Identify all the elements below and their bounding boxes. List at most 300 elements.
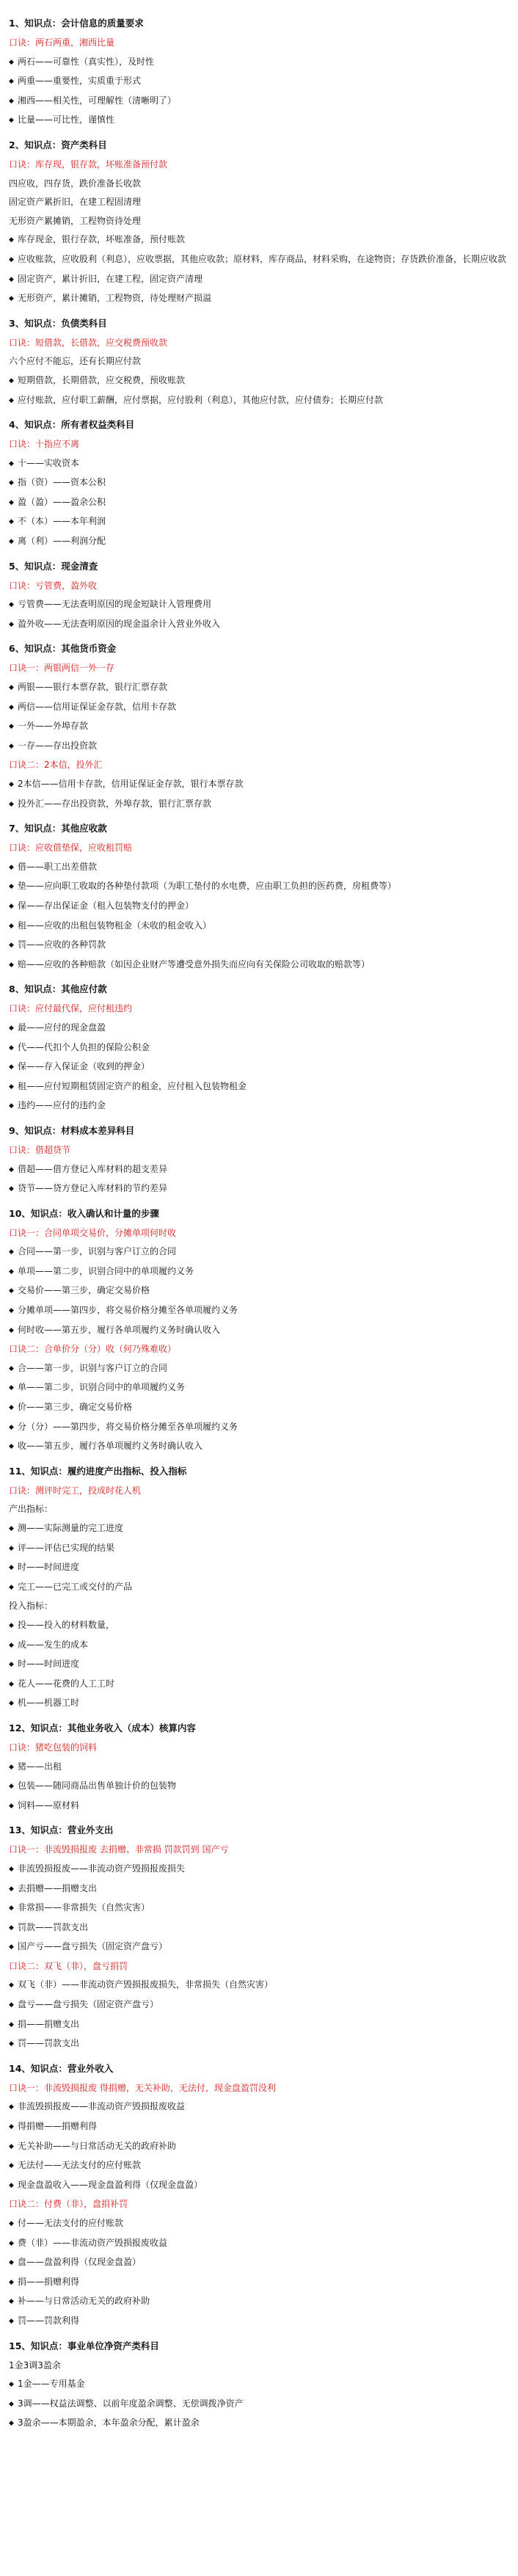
diamond-bullet-icon: ◆ [9,1423,14,1431]
mnemonic-line [9,1224,509,1243]
diamond-bullet-icon: ◆ [9,1384,14,1392]
diamond-bullet-icon: ◆ [9,1783,14,1791]
line-text: 饲料——原材料 [18,1800,80,1811]
diamond-bullet-icon: ◆ [9,1924,14,1932]
line-text: 租——应收的出租包装物租金（未收的租金收入） [18,920,212,931]
line-text: 单——第二步，识别合同中的单项履约义务 [18,1382,186,1393]
diamond-bullet-icon: ◆ [9,922,14,930]
bullet-item [9,289,509,309]
diamond-bullet-icon: ◆ [9,961,14,969]
bullet-item [9,1636,509,1656]
bullet-item [9,1019,509,1038]
bullet-item [9,532,509,552]
line-text: 保——存入保证金（收到的押金） [18,1061,150,1072]
diamond-bullet-icon: ◆ [9,1165,14,1174]
line-text: 口诀：猪吃包装的饲料 [9,1742,98,1753]
line-text: 口诀一：非流毁损报废 去捐赠、非常损 罚款罚到 国产亏 [9,1844,229,1855]
bullet-item [9,956,509,975]
text-line [9,1597,509,1616]
knowledge-section [9,2336,509,2434]
mnemonic-line [9,435,509,454]
line-text: 国产亏——盘亏损失（固定资产盘亏） [18,1941,168,1952]
bullet-item [9,1995,509,2015]
diamond-bullet-icon: ◆ [9,2381,14,2389]
diamond-bullet-icon: ◆ [9,601,14,609]
mnemonic-line [9,34,509,53]
line-text: 指（资）——资本公积 [18,477,106,488]
line-text: 3盈余——本期盈余，本年盈余分配，累计盈余 [18,2417,200,2428]
line-text: 比量——可比性，谨慎性 [18,114,115,125]
diamond-bullet-icon: ◆ [9,479,14,487]
bullet-item [9,858,509,878]
line-text: 盈外收——无法查明原因的现金溢余计入营业外收入 [18,618,221,629]
bullet-item [9,2292,509,2312]
mnemonic-line [9,1841,509,1860]
line-text: 盘亏——盘亏损失（固定资产盘亏） [18,1999,159,2010]
line-text: 租——应付短期租赁固定资产的租金，应付租入包装物租金 [18,1080,247,1091]
bullet-item [9,2117,509,2137]
line-text: 合——第一步，识别与客户订立的合同 [18,1362,168,1373]
diamond-bullet-icon: ◆ [9,1185,14,1193]
diamond-bullet-icon: ◆ [9,538,14,546]
line-text: 罚——应收的各种罚款 [18,939,106,950]
bullet-item [9,2137,509,2157]
line-text: 罚——罚款支出 [18,2038,80,2049]
bullet-item [9,2395,509,2415]
diamond-bullet-icon: ◆ [9,459,14,467]
bullet-item [9,1096,509,1116]
section-title: 7、知识点：其他应收款 [9,823,107,834]
line-text: 口诀一：非流毁损报废 得捐赠，无关补助，无法付，现金盘盈罚没利 [9,2082,276,2093]
line-text: 垫——应向职工收取的各种垫付款项（为职工垫付的水电费，应由职工负担的医药费，房租费等） [18,881,397,892]
line-text: 口诀：十指应不离 [9,439,80,450]
bullet-item [9,391,509,411]
bullet-item [9,53,509,73]
mnemonic-line [9,1482,509,1501]
diamond-bullet-icon: ◆ [9,2001,14,2009]
bullet-item [9,1539,509,1559]
line-text: 应付账款，应付职工薪酬，应付票据，应付股利（利息），其他应付款，应付债券；长期应付款 [18,394,384,405]
line-text: 两银——银行本票存款，银行汇票存款 [18,682,168,693]
diamond-bullet-icon: ◆ [9,2420,14,2428]
diamond-bullet-icon: ◆ [9,2298,14,2306]
diamond-bullet-icon: ◆ [9,942,14,950]
line-text: 口诀：库存现，银存款，坏账准备预付款 [9,159,168,170]
mnemonic-line [9,839,509,858]
line-text: 两重——重要性，实质重于形式 [18,76,142,87]
line-text: 口诀：两石两重，湘西比量 [9,37,115,48]
line-text: 口诀二：双飞（非），盘亏捐罚 [9,1960,128,1971]
line-text: 盘——盘盈利得（仅现金盘盈） [18,2257,142,2268]
diamond-bullet-icon: ◆ [9,2400,14,2408]
line-text: 收——第五步，履行各单项履约义务时确认收入 [18,1441,203,1452]
bullet-item [9,1262,509,1282]
diamond-bullet-icon: ◆ [9,2040,14,2048]
bullet-item [9,72,509,92]
line-text: 1金3调3盈余 [9,2359,61,2371]
diamond-bullet-icon: ◆ [9,498,14,506]
diamond-bullet-icon: ◆ [9,376,14,385]
line-text: 时——时间进度 [18,1562,80,1573]
line-text: 费（非）——非流动资产毁损报废收益 [18,2237,168,2248]
bullet-item [9,595,509,615]
line-text: 分摊单项——第四步，将交易价格分摊至各单项履约义务 [18,1305,238,1316]
bullet-item [9,2214,509,2234]
line-text: 时——时间进度 [18,1659,80,1670]
line-text: 评——评估已实现的结果 [18,1542,115,1553]
line-text: 十——实收资本 [18,457,80,468]
diamond-bullet-icon: ◆ [9,1364,14,1372]
mnemonic-line [9,2195,509,2214]
knowledge-section [9,1121,509,1199]
bullet-item [9,2253,509,2273]
line-text: 何时收——第五步，履行各单项履约义务时确认收入 [18,1324,221,1335]
line-text: 口诀：应收借垫保，应收租罚赔 [9,843,133,854]
bullet-item [9,775,509,795]
line-text: 违约——应付的违约金 [18,1100,106,1111]
bullet-item [9,250,509,270]
line-text: 口诀：短借款，长借款，应交税费预收款 [9,337,168,348]
diamond-bullet-icon: ◆ [9,1024,14,1032]
line-text: 合同——第一步，识别与客户订立的合同 [18,1246,177,1257]
line-text: 口诀二：2本信，投外汇 [9,760,103,771]
mnemonic-line [9,1340,509,1359]
line-text: 猪——出租 [18,1761,62,1772]
bullet-item [9,512,509,532]
line-text: 固定资产累折旧，在建工程固清理 [9,197,142,208]
bullet-item [9,1880,509,1899]
line-text: 双飞（非）——非流动资产毁损报废损失，非常损失（自然灾害） [18,1979,274,1990]
mnemonic-line [9,577,509,596]
mnemonic-line [9,156,509,175]
text-line [9,212,509,231]
line-text: 得捐赠——捐赠利得 [18,2121,98,2132]
line-text: 借——职工出差借款 [18,861,98,872]
line-text: 现金盘盈收入——现金盘盈利得（仅现金盘盈） [18,2179,203,2190]
bullet-item [9,717,509,737]
diamond-bullet-icon: ◆ [9,1248,14,1256]
text-line [9,1500,509,1519]
diamond-bullet-icon: ◆ [9,1564,14,1572]
mnemonic-line [9,334,509,353]
diamond-bullet-icon: ◆ [9,1307,14,1315]
diamond-bullet-icon: ◆ [9,1661,14,1669]
bullet-item [9,2414,509,2434]
line-text: 花人——花费的人工工时 [18,1678,115,1689]
bullet-item [9,493,509,513]
bullet-item [9,270,509,290]
diamond-bullet-icon: ◆ [9,1583,14,1591]
bullet-item [9,737,509,757]
line-text: 完工——已完工或交付的产品 [18,1581,133,1592]
line-text: 罚款——罚款支出 [18,1921,89,1932]
line-text: 机——机器工时 [18,1698,80,1709]
bullet-item [9,1860,509,1880]
line-text: 口诀二：付费（非），盘捐补罚 [9,2199,128,2210]
diamond-bullet-icon: ◆ [9,2020,14,2029]
diamond-bullet-icon: ◆ [9,1326,14,1334]
diamond-bullet-icon: ◆ [9,2103,14,2111]
bullet-item [9,917,509,936]
line-text: 六个应付不能忘，还有长期应付款 [9,356,142,367]
knowledge-section [9,415,509,552]
diamond-bullet-icon: ◆ [9,1680,14,1688]
diamond-bullet-icon: ◆ [9,1083,14,1091]
bullet-item [9,1398,509,1418]
bullet-item [9,2176,509,2196]
diamond-bullet-icon: ◆ [9,883,14,891]
diamond-bullet-icon: ◆ [9,742,14,750]
mnemonic-line [9,1739,509,1758]
diamond-bullet-icon: ◆ [9,78,14,86]
bullet-item [9,2034,509,2054]
line-text: 非流毁损报废——非流动资产毁损报废损失 [18,1863,186,1874]
bullet-item [9,1758,509,1778]
bullet-item [9,1519,509,1539]
knowledge-section [9,2059,509,2332]
line-text: 口诀二：合单价分（分）收（何乃殊难收） [9,1344,177,1355]
bullet-item [9,1899,509,1918]
diamond-bullet-icon: ◆ [9,236,14,244]
diamond-bullet-icon: ◆ [9,703,14,711]
diamond-bullet-icon: ◆ [9,1641,14,1649]
bullet-item [9,1918,509,1938]
line-text: 口诀：亏管费，盈外收 [9,580,98,591]
section-title: 3、知识点：负债类科目 [9,317,107,329]
diamond-bullet-icon: ◆ [9,1865,14,1873]
line-text: 固定资产，累计折旧，在建工程，固定资产清理 [18,273,203,284]
diamond-bullet-icon: ◆ [9,2220,14,2227]
diamond-bullet-icon: ◆ [9,2317,14,2325]
mnemonic-line [9,1957,509,1976]
text-line [9,175,509,194]
bullet-item [9,92,509,112]
section-title: 11、知识点：履约进度产出指标、投入指标 [9,1465,187,1477]
section-title: 12、知识点：其他业务收入（成本）核算内容 [9,1722,196,1733]
line-text: 四应收，四存货，跌价准备长收款 [9,178,142,189]
diamond-bullet-icon: ◆ [9,1287,14,1295]
bullet-item [9,1418,509,1438]
line-text: 离（利）——利润分配 [18,536,106,547]
section-title: 14、知识点：营业外收入 [9,2062,114,2074]
mnemonic-line [9,659,509,678]
bullet-item [9,1938,509,1957]
line-text: 非常损——非常损失（自然灾害） [18,1902,150,1913]
line-text: 无形资产累摊销，工程物资待处理 [9,215,142,226]
diamond-bullet-icon: ◆ [9,1982,14,1990]
diamond-bullet-icon: ◆ [9,1544,14,1552]
diamond-bullet-icon: ◆ [9,1904,14,1913]
bullet-item [9,1038,509,1058]
section-title: 5、知识点：现金清查 [9,560,98,572]
line-text: 付——无法支付的应付账款 [18,2218,124,2228]
bullet-item [9,1160,509,1180]
bullet-item [9,936,509,956]
diamond-bullet-icon: ◆ [9,117,14,125]
line-text: 1金——专用基金 [18,2379,85,2390]
line-text: 口诀：借超贷节 [9,1144,71,1155]
line-text: 捐——捐赠利得 [18,2276,80,2287]
line-text: 一外——外埠存款 [18,721,89,732]
diamond-bullet-icon: ◆ [9,2123,14,2131]
bullet-item [9,454,509,474]
diamond-bullet-icon: ◆ [9,1700,14,1708]
bullet-item [9,1321,509,1341]
bullet-item [9,1578,509,1598]
line-text: 口诀一：合同单项交易价，分摊单项何时收 [9,1227,177,1238]
bullet-item [9,1281,509,1301]
bullet-item [9,1359,509,1379]
bullet-item [9,1675,509,1695]
bullet-item [9,1077,509,1097]
bullet-item [9,2015,509,2035]
bullet-item [9,1242,509,1262]
bullet-item [9,1179,509,1199]
line-text: 库存现金，银行存款，坏账准备，预付账款 [18,234,186,245]
bullet-item [9,371,509,391]
text-line [9,2357,509,2376]
diamond-bullet-icon: ◆ [9,1885,14,1893]
section-title: 15、知识点：事业单位净资产类科目 [9,2340,159,2351]
line-text: 借超——借方登记入库材料的超支差异 [18,1163,168,1174]
knowledge-section [9,135,509,309]
section-title: 4、知识点：所有者权益类科目 [9,419,135,431]
diamond-bullet-icon: ◆ [9,1621,14,1629]
diamond-bullet-icon: ◆ [9,1063,14,1071]
mnemonic-line [9,1000,509,1019]
line-text: 单项——第二步，识别合同中的单项履约义务 [18,1265,194,1276]
line-text: 最——应付的现金盘盈 [18,1022,106,1033]
diamond-bullet-icon: ◆ [9,2142,14,2150]
diamond-bullet-icon: ◆ [9,902,14,910]
diamond-bullet-icon: ◆ [9,723,14,731]
line-text: 保——存出保证金（租入包装物支付的押金） [18,900,194,911]
line-text: 投——投入的材料数量， [18,1619,115,1630]
line-text: 口诀一：两银两信一外一存 [9,663,115,674]
bullet-item [9,1976,509,1995]
diamond-bullet-icon: ◆ [9,1102,14,1110]
text-line [9,352,509,371]
bullet-item [9,1777,509,1797]
mnemonic-line [9,2079,509,2098]
bullet-item [9,1797,509,1816]
line-text: 产出指标： [9,1504,54,1515]
knowledge-section [9,1820,509,2054]
diamond-bullet-icon: ◆ [9,863,14,871]
section-title: 10、知识点：收入确认和计量的步骤 [9,1207,159,1219]
section-title: 13、知识点：营业外支出 [9,1824,114,1836]
diamond-bullet-icon: ◆ [9,620,14,628]
section-title: 1、知识点：会计信息的质量要求 [9,18,144,29]
bullet-item [9,2234,509,2254]
line-text: 无关补助——与日常活动无关的政府补助 [18,2140,177,2151]
diamond-bullet-icon: ◆ [9,1044,14,1052]
section-title: 9、知识点：材料成本差异科目 [9,1124,135,1136]
line-text: 投外汇——存出投资款，外埠存款，银行汇票存款 [18,798,212,809]
diamond-bullet-icon: ◆ [9,97,14,105]
text-line [9,193,509,212]
line-text: 2本信——信用卡存款，信用证保证金存款，银行本票存款 [18,779,244,789]
bullet-item [9,2097,509,2117]
bullet-item [9,877,509,897]
section-title: 2、知识点：资产类科目 [9,139,107,150]
knowledge-section [9,556,509,635]
diamond-bullet-icon: ◆ [9,2239,14,2247]
bullet-item [9,897,509,917]
line-text: 补——与日常活动无关的政府补助 [18,2296,150,2307]
diamond-bullet-icon: ◆ [9,518,14,526]
diamond-bullet-icon: ◆ [9,1943,14,1951]
knowledge-section [9,1461,509,1714]
line-text: 应收账款，应收股利（利息），应收票据，其他应收款；原材料，库存商品，材料采购，在途物资；存货跌价准备，长期应收款 [18,253,507,264]
line-text: 一存——存出投资款 [18,740,98,751]
diamond-bullet-icon: ◆ [9,800,14,808]
line-text: 包装——随同商品出售单独计价的包装物 [18,1780,177,1791]
line-text: 非流毁损报废——非流动资产毁损报废收益 [18,2101,186,2112]
bullet-item [9,678,509,698]
diamond-bullet-icon: ◆ [9,684,14,692]
section-title: 6、知识点：其他货币资金 [9,643,117,655]
bullet-item [9,1558,509,1578]
diamond-bullet-icon: ◆ [9,58,14,66]
line-text: 盈（盈）——盈余公积 [18,496,106,507]
bullet-item [9,615,509,635]
diamond-bullet-icon: ◆ [9,2278,14,2286]
line-text: 口诀：应付最代保，应付租违约 [9,1003,133,1014]
diamond-bullet-icon: ◆ [9,1443,14,1451]
bullet-item [9,2156,509,2176]
line-text: 两信——信用证保证金存款，信用卡存款 [18,701,177,712]
diamond-bullet-icon: ◆ [9,1267,14,1276]
diamond-bullet-icon: ◆ [9,781,14,788]
bullet-item [9,1378,509,1398]
knowledge-section [9,1204,509,1457]
line-text: 罚——罚款利得 [18,2315,80,2326]
line-text: 赔——应收的各种赔款（如因企业财产等遭受意外损失而应向有关保险公司收取的赔款等） [18,958,371,969]
bullet-item [9,473,509,493]
line-text: 湘西——相关性，可理解性（清晰明了） [18,95,177,106]
bullet-item [9,1058,509,1077]
bullet-item [9,2312,509,2332]
bullet-item [9,1437,509,1457]
line-text: 捐——捐赠支出 [18,2018,80,2029]
bullet-item [9,795,509,815]
knowledge-section [9,638,509,814]
diamond-bullet-icon: ◆ [9,275,14,283]
bullet-item [9,111,509,131]
line-text: 去捐赠——捐赠支出 [18,1882,98,1893]
line-text: 3调——权益法调整、以前年度盈余调整、无偿调拨净资产 [18,2398,244,2409]
bullet-item [9,1301,509,1321]
line-text: 不（本）——本年利润 [18,516,106,527]
line-text: 代——代扣个人负担的保险公积金 [18,1041,150,1052]
bullet-item [9,2375,509,2395]
line-text: 贷节——贷方登记入库材料的节约差异 [18,1183,168,1194]
line-text: 短期借款，长期借款，应交税费，预收账款 [18,374,186,385]
bullet-item [9,2273,509,2293]
diamond-bullet-icon: ◆ [9,2162,14,2170]
knowledge-section [9,1718,509,1816]
diamond-bullet-icon: ◆ [9,396,14,404]
line-text: 测——实际测量的完工进度 [18,1523,124,1533]
knowledge-section [9,13,509,131]
knowledge-section [9,979,509,1116]
line-text: 投入指标： [9,1601,54,1612]
bullet-item [9,698,509,718]
line-text: 交易价——第三步，确定交易价格 [18,1285,150,1296]
bullet-item [9,1655,509,1675]
line-text: 口诀：测评时完工，投成时花人机 [9,1485,142,1496]
